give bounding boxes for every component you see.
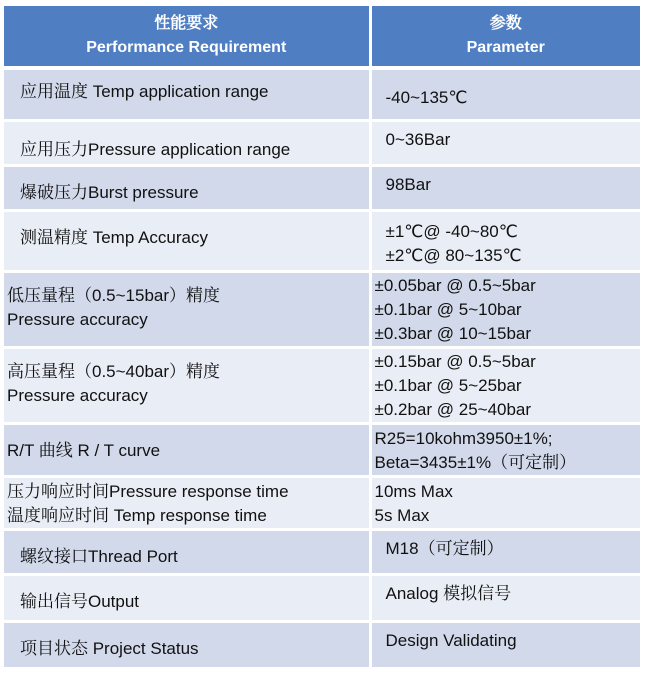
parameter-text: ±0.3bar @ 10~15bar (374, 323, 532, 343)
table-header-row (4, 6, 640, 66)
requirement-cell (4, 271, 370, 347)
table-row (4, 120, 640, 165)
table-row (4, 529, 640, 574)
requirement-cell (4, 476, 370, 529)
requirement-text: 低压量程（0.5~15bar）精度 (7, 285, 221, 305)
requirement-text: 压力响应时间Pressure response time (7, 481, 289, 501)
parameter-cell (370, 574, 640, 621)
parameter-text: 10ms Max (374, 481, 453, 501)
parameter-text: ±2℃@ 80~135℃ (385, 245, 522, 265)
requirement-text: 高压量程（0.5~40bar）精度 (7, 361, 221, 381)
header-col1-cn: 性能要求 (154, 15, 219, 32)
requirement-cell (4, 574, 370, 621)
header-col2-cn: 参数 (489, 15, 522, 32)
parameter-cell (370, 120, 640, 165)
parameter-text: ±0.15bar @ 0.5~5bar (374, 351, 536, 371)
table-row (4, 574, 640, 621)
parameter-text: ±0.1bar @ 5~25bar (374, 375, 522, 395)
parameter-cell (370, 165, 640, 210)
header-parameter (370, 6, 640, 66)
parameter-cell (370, 423, 640, 476)
parameter-text: -40~135℃ (385, 88, 468, 107)
parameter-cell (370, 70, 640, 120)
requirement-text: 项目状态 Project Status (20, 638, 199, 658)
parameter-text: Analog 模拟信号 (385, 583, 512, 603)
requirement-cell (4, 120, 370, 165)
requirement-text: Pressure accuracy (7, 309, 148, 329)
parameter-text: M18（可定制） (385, 538, 504, 558)
parameter-cell (370, 476, 640, 529)
table-row (4, 621, 640, 668)
header-col2-en: Parameter (466, 39, 545, 56)
table-row (4, 423, 640, 476)
requirement-cell (4, 423, 370, 476)
requirement-text: Pressure accuracy (7, 385, 148, 405)
requirement-text: R/T 曲线 R / T curve (7, 440, 161, 460)
requirement-text: 温度响应时间 Temp response time (7, 505, 267, 525)
requirement-cell (4, 621, 370, 668)
requirement-text: 输出信号Output (20, 591, 140, 611)
requirement-cell (4, 165, 370, 210)
requirement-cell (4, 347, 370, 423)
header-col1-en: Performance Requirement (86, 39, 287, 56)
parameter-text: Design Validating (385, 630, 517, 650)
parameter-cell (370, 271, 640, 347)
table-row (4, 165, 640, 210)
requirement-text: 螺纹接口Thread Port (20, 546, 178, 566)
table-row (4, 210, 640, 271)
parameter-text: Beta=3435±1%（可定制） (374, 452, 577, 472)
spec-table (4, 6, 640, 670)
table-row (4, 476, 640, 529)
table-row (4, 271, 640, 347)
requirement-cell (4, 210, 370, 271)
table-row (4, 347, 640, 423)
parameter-cell (370, 210, 640, 271)
table-row (4, 70, 640, 120)
parameter-cell (370, 347, 640, 423)
parameter-text: ±1℃@ -40~80℃ (385, 221, 518, 241)
requirement-cell (4, 529, 370, 574)
requirement-text: 应用压力Pressure application range (20, 139, 291, 159)
parameter-text: 5s Max (374, 505, 430, 525)
parameter-text: R25=10kohm3950±1%; (374, 428, 553, 448)
parameter-text: ±0.05bar @ 0.5~5bar (374, 275, 536, 295)
parameter-text: 0~36Bar (385, 129, 451, 149)
requirement-text: 测温精度 Temp Accuracy (20, 227, 208, 247)
requirement-text: 爆破压力Burst pressure (20, 182, 199, 202)
requirement-cell (4, 70, 370, 120)
parameter-text: 98Bar (385, 174, 431, 194)
requirement-text: 应用温度 Temp application range (20, 82, 269, 101)
parameter-cell (370, 529, 640, 574)
parameter-cell (370, 621, 640, 668)
header-performance-requirement (4, 6, 370, 66)
parameter-text: ±0.2bar @ 25~40bar (374, 399, 532, 419)
parameter-text: ±0.1bar @ 5~10bar (374, 299, 522, 319)
